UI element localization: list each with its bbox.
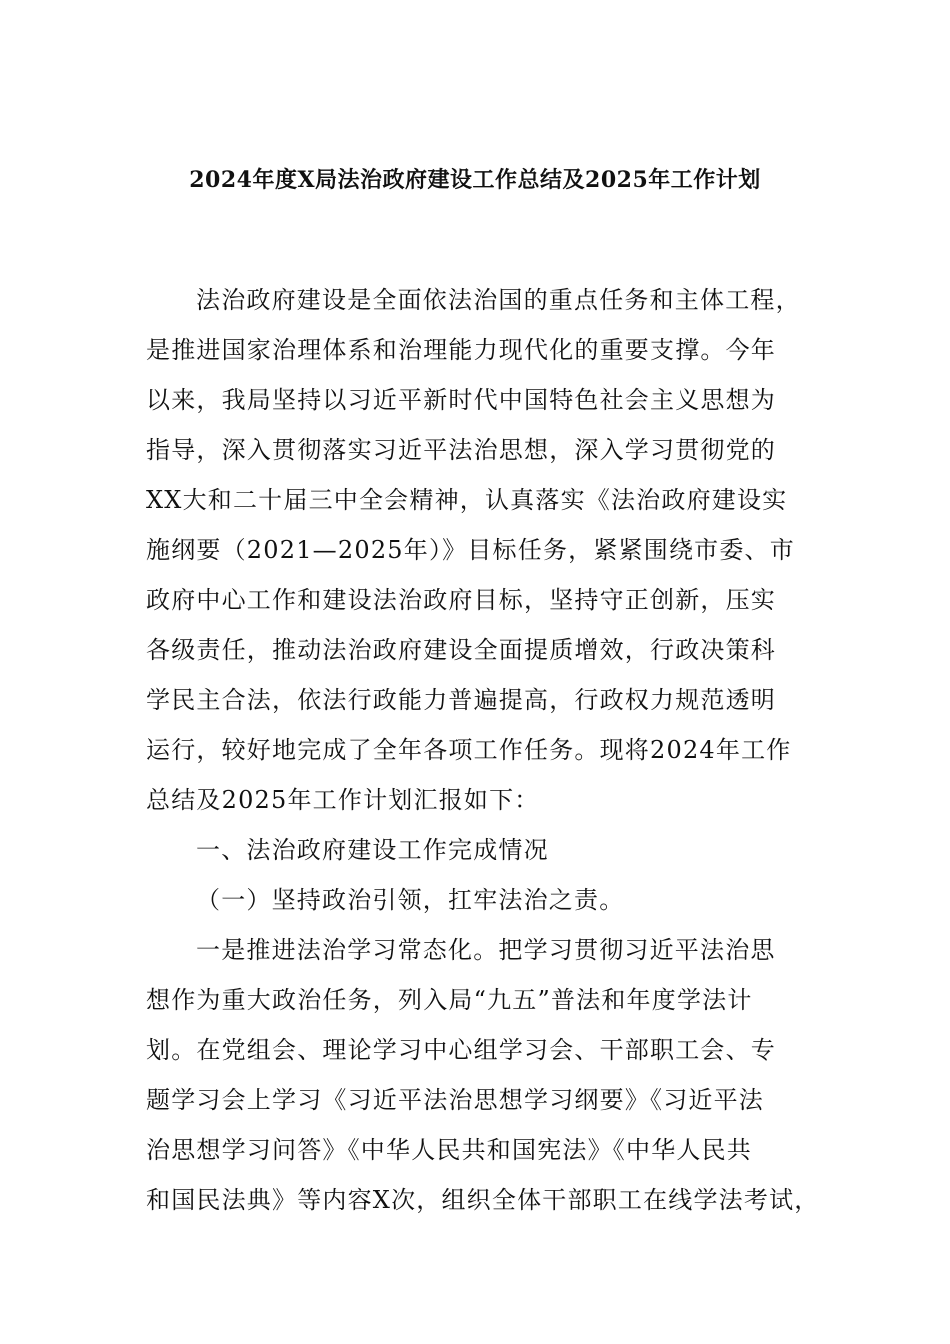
paragraph-line: 学民主合法，依法行政能力普遍提高，行政权力规范透明 (146, 686, 776, 714)
paragraph-line: 施纲要（2021—2025年）》目标任务，紧紧围绕市委、市 (146, 536, 795, 564)
document-title: 2024年度X局法治政府建设工作总结及2025年工作计划 (189, 167, 761, 193)
paragraph-line: 法治政府建设是全面依法治国的重点任务和主体工程， (196, 286, 801, 314)
paragraph-line: 各级责任，推动法治政府建设全面提质增效，行政决策科 (146, 636, 776, 664)
subsection-heading: （一）坚持政治引领，扛牢法治之责。 (196, 886, 625, 914)
paragraph-line: 是推进国家治理体系和治理能力现代化的重要支撑。今年 (146, 336, 776, 364)
paragraph-line: 以来，我局坚持以习近平新时代中国特色社会主义思想为 (146, 386, 776, 414)
paragraph-line: 一是推进法治学习常态化。把学习贯彻习近平法治思 (196, 936, 776, 964)
paragraph-line: 政府中心工作和建设法治政府目标，坚持守正创新，压实 (146, 586, 776, 614)
section-heading: 一、法治政府建设工作完成情况 (196, 836, 549, 864)
paragraph-line: 和国民法典》等内容X次，组织全体干部职工在线学法考试， (146, 1186, 820, 1214)
paragraph-line: XX大和二十届三中全会精神，认真落实《法治政府建设实 (146, 486, 788, 514)
paragraph-line: 指导，深入贯彻落实习近平法治思想，深入学习贯彻党的 (146, 436, 776, 464)
paragraph-line: 想作为重大政治任务，列入局“九五”普法和年度学法计 (146, 986, 753, 1014)
paragraph-line: 题学习会上学习《习近平法治思想学习纲要》《习近平法 (146, 1086, 764, 1114)
paragraph-line: 治思想学习问答》《中华人民共和国宪法》《中华人民共 (146, 1136, 752, 1164)
paragraph-line: 总结及2025年工作计划汇报如下： (146, 786, 540, 814)
paragraph-line: 运行，较好地完成了全年各项工作任务。现将2024年工作 (146, 736, 792, 764)
paragraph-line: 划。在党组会、理论学习中心组学习会、干部职工会、专 (146, 1036, 776, 1064)
document-body (146, 275, 820, 1225)
